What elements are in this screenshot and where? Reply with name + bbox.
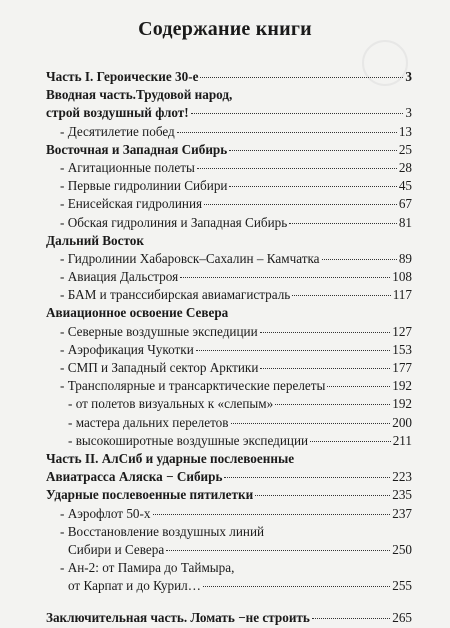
toc-entry-title: от Карпат и до Курил… xyxy=(68,578,201,594)
toc-entry xyxy=(46,341,412,359)
toc-entry xyxy=(46,141,412,159)
dot-leader xyxy=(197,168,397,169)
toc-entry-title: - Аэрофлот 50-х xyxy=(60,505,151,521)
dot-leader xyxy=(196,350,390,351)
toc-entry xyxy=(46,414,412,432)
toc-entry-title: - Авиация Дальстроя xyxy=(60,269,179,285)
toc-entry-title: - Гидролинии Хабаровск–Сахалин – Камчатка xyxy=(60,250,320,266)
toc-entry-title: - Восстановление воздушных линий xyxy=(60,523,265,539)
toc-entry xyxy=(46,577,412,595)
dot-leader xyxy=(229,150,397,151)
toc-entry-title: - Первые гидролинии Сибири xyxy=(60,178,228,194)
toc-entry-page: 3 xyxy=(405,105,412,121)
toc-entry xyxy=(46,177,412,195)
toc-entry xyxy=(46,541,412,559)
dot-leader xyxy=(312,618,390,619)
table-of-contents xyxy=(46,68,412,628)
page-title: Содержание книги xyxy=(138,18,312,40)
toc-entry-page: 250 xyxy=(392,541,412,557)
toc-entry-page: 200 xyxy=(392,414,412,430)
spacer xyxy=(46,595,412,609)
toc-entry xyxy=(46,468,412,486)
toc-entry xyxy=(46,286,412,304)
toc-entry xyxy=(46,268,412,286)
toc-entry-title: - Агитационные полеты xyxy=(60,159,195,175)
toc-entry xyxy=(46,68,412,86)
dot-leader xyxy=(166,550,390,551)
dot-leader xyxy=(200,77,403,78)
toc-entry-title: - Аэрофикация Чукотки xyxy=(60,341,194,357)
toc-entry-title: строй воздушный флот! xyxy=(46,105,189,121)
toc-entry-title: - БАМ и транссибирская авиамагистраль xyxy=(60,287,291,303)
toc-entry xyxy=(46,377,412,395)
toc-entry xyxy=(46,195,412,213)
toc-entry xyxy=(46,159,412,177)
toc-entry-page: 192 xyxy=(392,396,412,412)
toc-section-heading: Дальний Восток xyxy=(46,232,144,248)
toc-entry xyxy=(46,104,412,122)
toc-entry-title: Часть I. Героические 30-е xyxy=(46,69,199,84)
dot-leader xyxy=(327,386,390,387)
toc-entry-title: Вводная часть.Трудовой народ, xyxy=(46,87,233,103)
toc-entry xyxy=(46,505,412,523)
toc-entry-page: 45 xyxy=(398,178,412,194)
dot-leader xyxy=(231,423,391,424)
toc-entry xyxy=(46,323,412,341)
dot-leader xyxy=(292,295,390,296)
dot-leader xyxy=(229,186,396,187)
dot-leader xyxy=(177,132,397,133)
toc-entry xyxy=(46,486,412,504)
toc-entry-page: 108 xyxy=(392,269,412,285)
dot-leader xyxy=(310,441,391,442)
toc-entry xyxy=(46,359,412,377)
toc-entry-title: - мастера дальних перелетов xyxy=(68,414,229,430)
toc-entry-page: 81 xyxy=(398,214,412,230)
dot-leader xyxy=(289,223,397,224)
toc-entry-page: 3 xyxy=(405,69,412,84)
toc-section-heading: Часть II. АлСиб и ударные послевоенные xyxy=(46,450,295,466)
toc-entry-title: - Обская гидролиния и Западная Сибирь xyxy=(60,214,288,230)
toc-entry-title: - Трансполярные и трансарктические перелеты xyxy=(60,378,326,394)
toc-entry-title: Восточная и Западная Сибирь xyxy=(46,141,228,157)
toc-entry-title: Сибири и Севера xyxy=(68,541,165,557)
toc-entry-page: 177 xyxy=(392,360,412,375)
toc-entry-page: 153 xyxy=(392,341,412,357)
toc-entry-page: 223 xyxy=(392,469,412,485)
toc-entry-title: - Северные воздушные экспедиции xyxy=(60,323,258,339)
dot-leader xyxy=(322,259,397,260)
toc-entry-page: 89 xyxy=(398,250,412,266)
toc-entry-page: 265 xyxy=(392,610,412,626)
dot-leader xyxy=(260,368,390,369)
toc-entry-page: 255 xyxy=(392,578,412,594)
toc-entry-title: Заключительная часть. Ломать −не строить xyxy=(46,610,310,626)
toc-entry-title: - высокоширотные воздушные экспедиции xyxy=(68,432,309,448)
dot-leader xyxy=(260,332,391,333)
toc-entry-page: 25 xyxy=(398,141,412,157)
toc-entry xyxy=(46,123,412,141)
toc-section-heading: Авиационное освоение Севера xyxy=(46,305,229,321)
toc-entry-page: 127 xyxy=(392,323,412,339)
toc-entry-page: 13 xyxy=(398,123,412,139)
toc-entry xyxy=(46,250,412,268)
toc-entry xyxy=(46,214,412,232)
dot-leader xyxy=(180,277,390,278)
toc-entry-page: 235 xyxy=(392,487,412,503)
toc-entry-page: 67 xyxy=(398,196,412,212)
toc-entry-page: 192 xyxy=(392,378,412,394)
dot-leader xyxy=(275,404,390,405)
dot-leader xyxy=(153,514,391,515)
toc-entry-title: - Ан-2: от Памира до Таймыра, xyxy=(60,560,235,576)
dot-leader xyxy=(203,586,390,587)
dot-leader xyxy=(224,477,390,478)
toc-entry xyxy=(46,395,412,413)
toc-entry-title: - от полетов визуальных к «слепым» xyxy=(68,396,274,412)
dot-leader xyxy=(191,113,404,114)
dot-leader xyxy=(255,495,390,496)
toc-entry-title: - СМП и Западный сектор Арктики xyxy=(60,360,259,375)
toc-entry-page: 117 xyxy=(392,287,412,303)
toc-entry-page: 211 xyxy=(392,432,412,448)
toc-entry-page: 28 xyxy=(398,159,412,175)
toc-entry-title: - Енисейская гидролиния xyxy=(60,196,203,212)
toc-entry-page: 237 xyxy=(392,505,412,521)
toc-entry xyxy=(46,609,412,627)
toc-entry-title: - Десятилетие побед xyxy=(60,123,175,139)
dot-leader xyxy=(204,204,397,205)
toc-entry-title: Ударные послевоенные пятилетки xyxy=(46,487,254,503)
toc-entry xyxy=(46,432,412,450)
toc-entry-title: Авиатрасса Аляска − Сибирь xyxy=(46,469,223,485)
